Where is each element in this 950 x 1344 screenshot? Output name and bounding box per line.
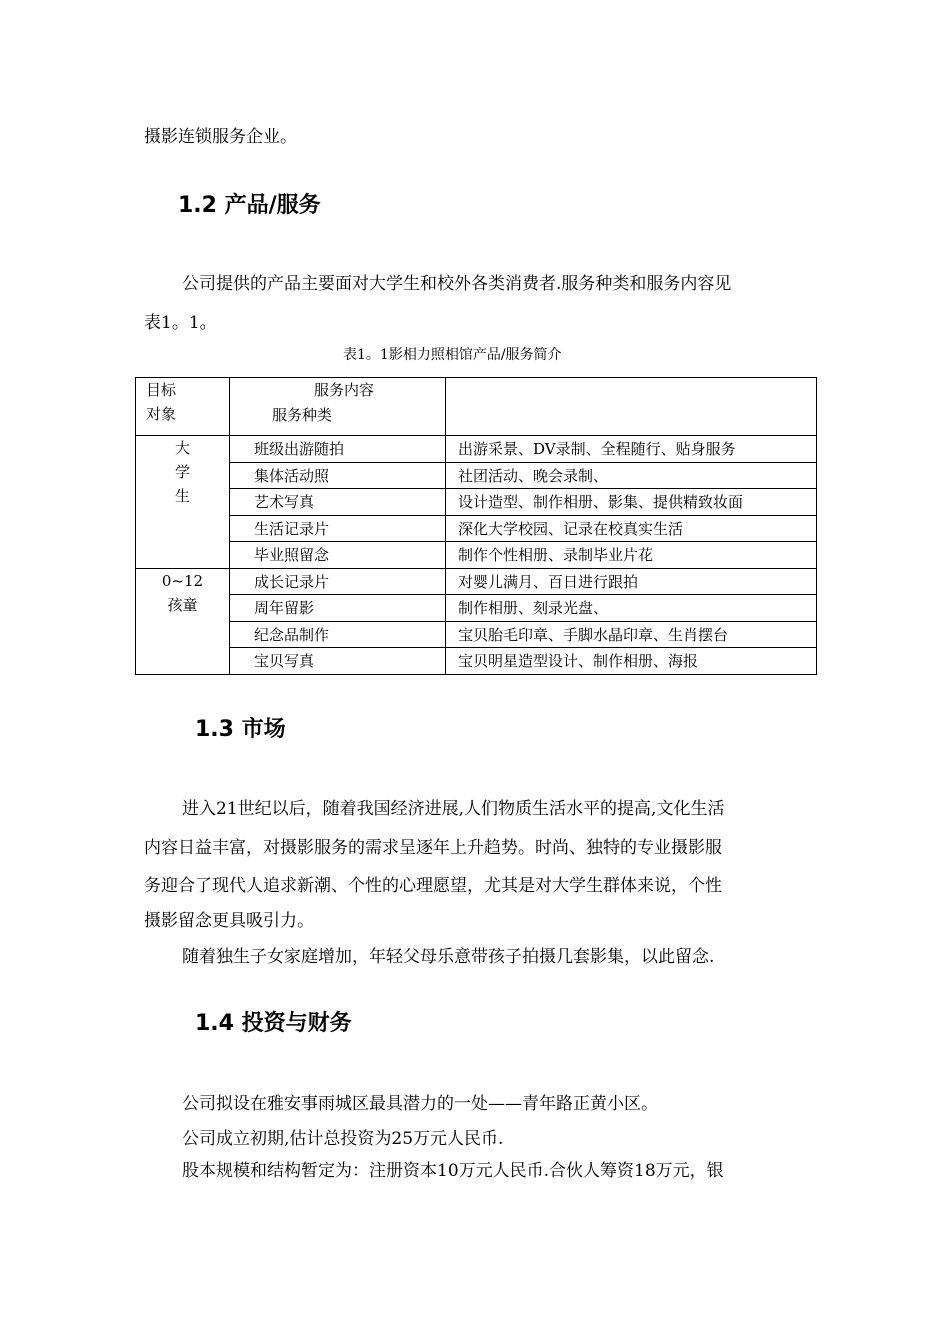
service-content-cell: 对婴儿满月、百日进行跟拍 xyxy=(446,568,817,595)
table-header-row xyxy=(136,378,817,436)
group-children-cell xyxy=(136,568,230,674)
service-type-cell: 周年留影 xyxy=(230,595,446,622)
section-heading-1-4: 1.4 投资与财务 xyxy=(195,1011,352,1036)
table-row xyxy=(136,568,817,595)
group-students-char-2: 学 xyxy=(174,463,190,481)
service-type-cell: 艺术写真 xyxy=(230,489,446,516)
service-type-cell: 毕业照留念 xyxy=(230,542,446,569)
table-row xyxy=(136,462,817,489)
table-row xyxy=(136,648,817,675)
service-content-cell: 制作相册、刻录光盘、 xyxy=(446,595,817,622)
group-children-age: 0~12 xyxy=(161,571,204,590)
section-heading-1-2: 1.2 产品/服务 xyxy=(178,193,321,218)
investment-line-1: 公司拟设在雅安事雨城区最具潜力的一处——青年路正黄小区。 xyxy=(182,1094,658,1114)
service-type-cell: 生活记录片 xyxy=(230,515,446,542)
table-row xyxy=(136,436,817,463)
group-children-label: 孩童 xyxy=(167,595,198,614)
investment-line-3: 股本规模和结构暂定为：注册资本10万元人民币.合伙人筹资18万元，银 xyxy=(182,1161,724,1181)
service-content-cell: 设计造型、制作相册、影集、提供精致妆面 xyxy=(446,489,817,516)
market-paragraph-line-2: 内容日益丰富，对摄影服务的需求呈逐年上升趋势。时尚、独特的专业摄影服 xyxy=(144,838,722,858)
group-students-char-3: 生 xyxy=(174,487,190,505)
service-content-cell: 社团活动、晚会录制、 xyxy=(446,462,817,489)
group-students-cell xyxy=(136,436,230,569)
service-type-cell: 班级出游随拍 xyxy=(230,436,446,463)
market-paragraph-2: 随着独生子女家庭增加，年轻父母乐意带孩子拍摄几套影集，以此留念. xyxy=(182,947,715,967)
table-row xyxy=(136,489,817,516)
header-diagonal-cell xyxy=(230,378,446,436)
investment-line-2: 公司成立初期,估计总投资为25万元人民币. xyxy=(182,1129,504,1149)
service-content-cell: 制作个性相册、录制毕业片花 xyxy=(446,542,817,569)
header-target-line-1: 目标 xyxy=(146,381,177,399)
service-type-cell: 纪念品制作 xyxy=(230,621,446,648)
service-type-cell: 宝贝写真 xyxy=(230,648,446,675)
header-target-cell xyxy=(136,378,230,436)
service-type-cell: 成长记录片 xyxy=(230,568,446,595)
header-target-line-2: 对象 xyxy=(146,405,177,423)
table-row xyxy=(136,595,817,622)
header-content-label: 服务内容 xyxy=(314,381,375,399)
table-caption: 表1。1影相力照相馆产品/服务简介 xyxy=(343,347,562,363)
products-paragraph-line-2: 表1。1。 xyxy=(144,313,217,333)
service-content-cell: 出游采景、DV录制、全程随行、贴身服务 xyxy=(446,436,817,463)
paragraph-continuation: 摄影连锁服务企业。 xyxy=(144,127,297,147)
table-row xyxy=(136,542,817,569)
header-type-label: 服务种类 xyxy=(272,406,333,424)
table-row xyxy=(136,621,817,648)
services-table xyxy=(135,377,817,675)
service-content-cell: 深化大学校园、记录在校真实生活 xyxy=(446,515,817,542)
service-content-cell: 宝贝明星造型设计、制作相册、海报 xyxy=(446,648,817,675)
market-paragraph-line-1: 进入21世纪以后，随着我国经济进展,人们物质生活水平的提高,文化生活 xyxy=(182,799,725,819)
market-paragraph-line-4: 摄影留念更具吸引力。 xyxy=(144,911,314,931)
section-heading-1-3: 1.3 市场 xyxy=(195,717,286,742)
market-paragraph-line-3: 务迎合了现代人追求新潮、个性的心理愿望，尤其是对大学生群体来说，个性 xyxy=(144,876,722,896)
table-row xyxy=(136,515,817,542)
header-empty-cell xyxy=(446,378,817,436)
group-students-char-1: 大 xyxy=(174,439,190,457)
service-content-cell: 宝贝胎毛印章、手脚水晶印章、生肖摆台 xyxy=(446,621,817,648)
products-paragraph-line-1: 公司提供的产品主要面对大学生和校外各类消费者.服务种类和服务内容见 xyxy=(182,274,732,294)
service-type-cell: 集体活动照 xyxy=(230,462,446,489)
